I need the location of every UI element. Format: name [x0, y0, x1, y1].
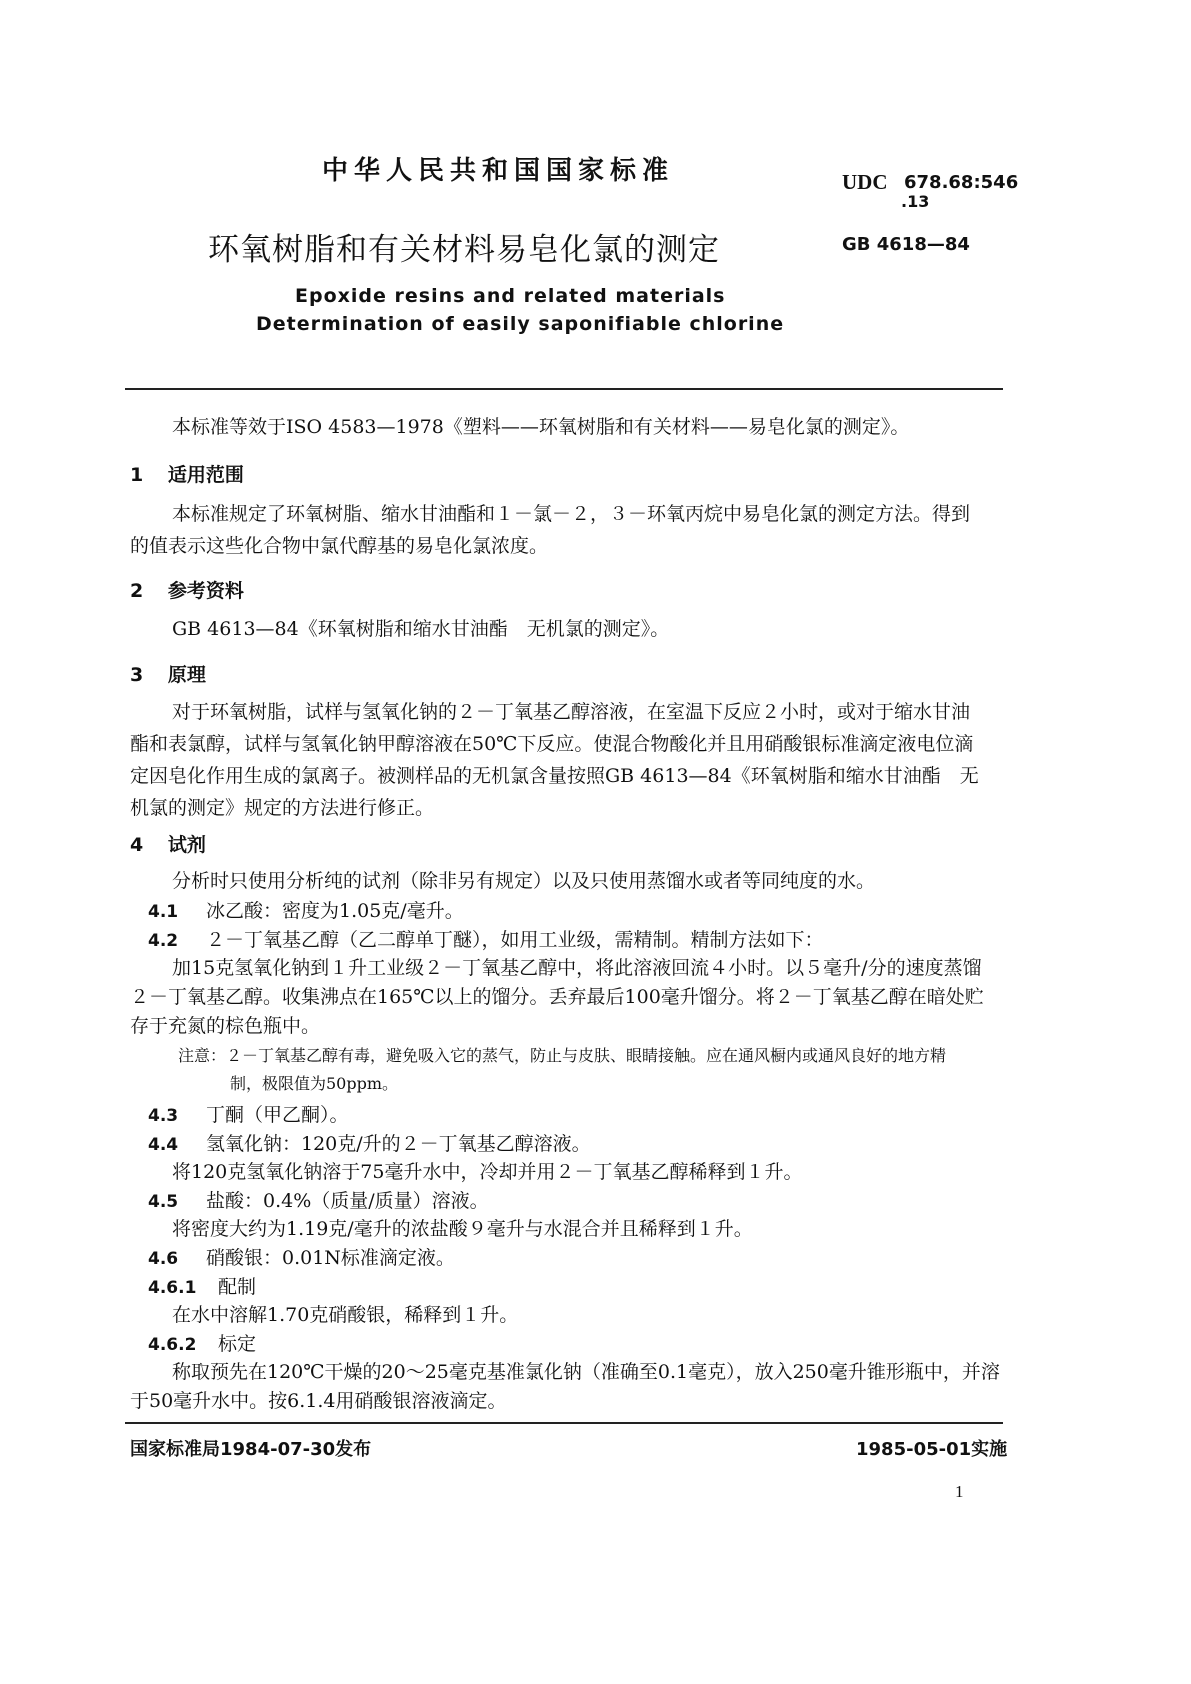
udc-number-cont: .13	[901, 192, 930, 211]
paragraph: 称取预先在120℃干燥的20～25毫克基准氯化钠（准确至0.1毫克），放入250毫升锥形瓶中，并溶	[172, 1361, 1000, 1383]
header-divider	[125, 388, 1003, 390]
item-number: 4.4	[148, 1135, 179, 1155]
safety-note: 注意：２－丁氧基乙醇有毒，避免吸入它的蒸气，防止与皮肤、眼睛接触。应在通风橱内或通风良好的地方精	[178, 1046, 947, 1065]
section-title: 原理	[167, 664, 206, 686]
item-4-6	[148, 1243, 455, 1274]
item-number: 4.5	[148, 1192, 179, 1212]
document-title-en-1: Epoxide resins and related materials	[295, 285, 726, 307]
safety-note-cont: 制，极限值为50ppm。	[230, 1074, 399, 1093]
paragraph: 定因皂化作用生成的氯离子。被测样品的无机氯含量按照GB 4613—84《环氧树脂和缩水甘油酯 无	[130, 765, 979, 787]
page-number: 1	[955, 1482, 964, 1501]
item-text: 氢氧化钠：120克/升的２－丁氧基乙醇溶液。	[206, 1133, 591, 1155]
item-number: 4.6	[148, 1249, 179, 1269]
udc-label: UDC	[842, 170, 888, 194]
paragraph: 存于充氮的棕色瓶中。	[130, 1015, 321, 1037]
section-number: 1	[130, 464, 144, 486]
paragraph: 加15克氢氧化钠到１升工业级２－丁氧基乙醇中，将此溶液回流４小时。以５毫升/分的速度蒸馏	[172, 957, 982, 979]
item-text: 盐酸：0.4%（质量/质量）溶液。	[206, 1190, 489, 1212]
item-text: ２－丁氧基乙醇（乙二醇单丁醚），如用工业级，需精制。精制方法如下：	[206, 929, 824, 951]
paragraph: ２－丁氧基乙醇。收集沸点在165℃以上的馏分。丢弃最后100毫升馏分。将２－丁氧基乙醇在暗处贮	[130, 986, 984, 1008]
section-title: 试剂	[167, 834, 206, 856]
item-4-6-2	[148, 1329, 256, 1360]
paragraph: 本标准规定了环氧树脂、缩水甘油酯和１－氯－２，３－环氧丙烷中易皂化氯的测定方法。得到	[172, 503, 971, 525]
section-number: 4	[130, 834, 144, 856]
paragraph: 的值表示这些化合物中氯代醇基的易皂化氯浓度。	[130, 535, 549, 557]
reference-item: GB 4613—84《环氧树脂和缩水甘油酯 无机氯的测定》。	[172, 618, 670, 640]
issue-date: 国家标准局1984-07-30发布	[130, 1439, 372, 1460]
item-text: 冰乙酸：密度为1.05克/毫升。	[206, 900, 464, 922]
gb-number: GB 4618—84	[842, 234, 970, 255]
paragraph: 酯和表氯醇，试样与氢氧化钠甲醇溶液在50℃下反应。使混合物酸化并且用硝酸银标准滴定液电位滴	[130, 733, 974, 755]
item-number: 4.1	[148, 902, 179, 922]
section-title: 适用范围	[167, 464, 244, 486]
section-2-heading	[130, 576, 244, 603]
paragraph: 分析时只使用分析纯的试剂（除非另有规定）以及只使用蒸馏水或者等同纯度的水。	[172, 870, 876, 892]
item-4-4	[148, 1129, 591, 1160]
paragraph: 在水中溶解1.70克硝酸银，稀释到１升。	[172, 1304, 519, 1326]
section-title: 参考资料	[167, 580, 244, 602]
item-4-2	[148, 925, 824, 956]
item-text: 硝酸银：0.01N标准滴定液。	[206, 1247, 455, 1269]
item-text: 标定	[218, 1333, 257, 1355]
section-3-heading	[130, 660, 206, 687]
item-4-3	[148, 1100, 349, 1131]
item-text: 丁酮（甲乙酮）。	[206, 1104, 349, 1126]
item-number: 4.3	[148, 1106, 179, 1126]
footer-divider	[125, 1422, 1003, 1424]
item-number: 4.2	[148, 931, 179, 951]
section-4-heading	[130, 830, 206, 857]
document-title-cn: 环氧树脂和有关材料易皂化氯的测定	[208, 232, 720, 268]
paragraph: 将密度大约为1.19克/毫升的浓盐酸９毫升与水混合并且稀释到１升。	[172, 1218, 753, 1240]
equivalence-statement: 本标准等效于ISO 4583—1978《塑料——环氧树脂和有关材料——易皂化氯的测定》。	[172, 416, 910, 438]
paragraph: 对于环氧树脂，试样与氢氧化钠的２－丁氧基乙醇溶液，在室温下反应２小时，或对于缩水甘油	[172, 701, 971, 723]
item-4-6-1	[148, 1272, 256, 1303]
section-number: 2	[130, 580, 144, 602]
udc-number: 678.68:546	[904, 172, 1019, 193]
national-standard-heading: 中华人民共和国国家标准	[322, 156, 675, 186]
paragraph: 于50毫升水中。按6.1.4用硝酸银溶液滴定。	[130, 1390, 507, 1412]
effective-date: 1985-05-01实施	[856, 1439, 1008, 1460]
item-number: 4.6.1	[148, 1278, 197, 1298]
item-4-5	[148, 1186, 489, 1217]
section-number: 3	[130, 664, 144, 686]
paragraph: 将120克氢氧化钠溶于75毫升水中，冷却并用２－丁氧基乙醇稀释到１升。	[172, 1161, 803, 1183]
section-1-heading	[130, 460, 244, 487]
item-text: 配制	[218, 1276, 257, 1298]
item-4-1	[148, 896, 464, 927]
item-number: 4.6.2	[148, 1335, 197, 1355]
document-title-en-2: Determination of easily saponifiable chlorine	[256, 313, 785, 335]
paragraph: 机氯的测定》规定的方法进行修正。	[130, 797, 435, 819]
